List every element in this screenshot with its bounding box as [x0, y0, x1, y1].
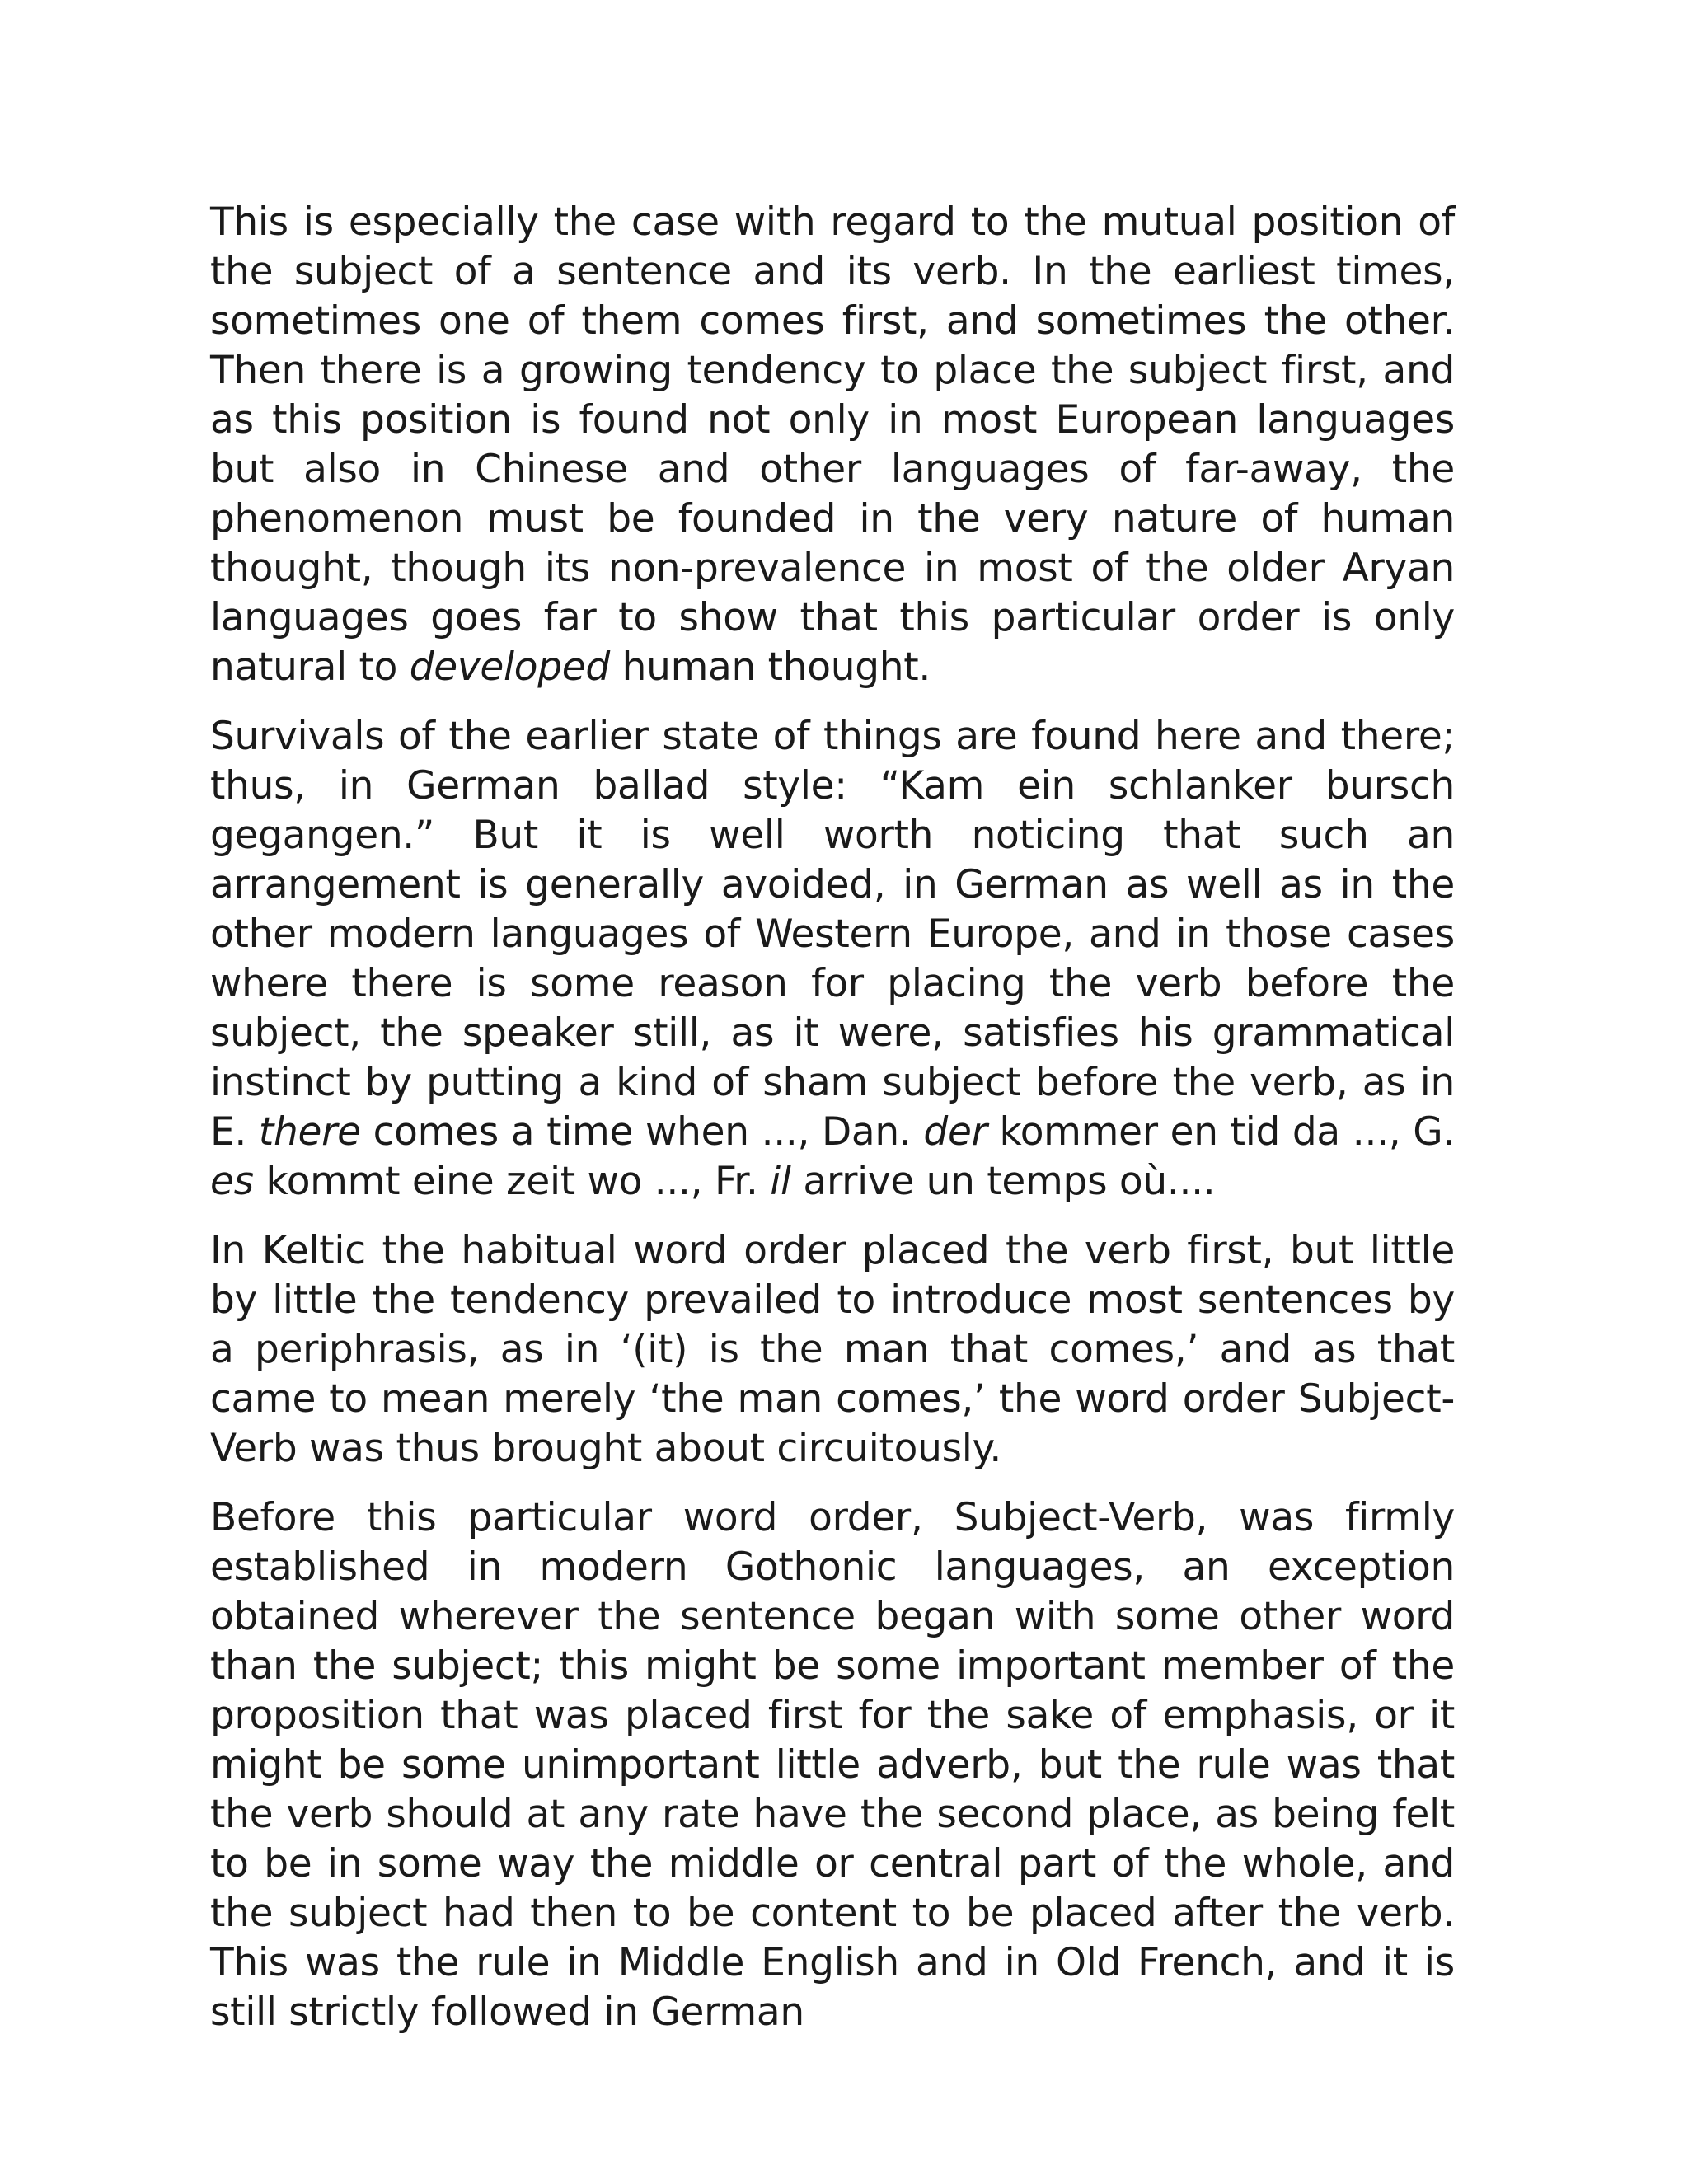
- paragraph-1-emphasis-developed: developed: [409, 644, 610, 690]
- paragraph-2-text: Survivals of the earlier state of things are found here and there; thus, in German ballad style: “Kam ein schlanker bursch gegangen.” But it is well worth noticing that such an arrangement is generally avoided, in German as well as in the other modern languages of Western Europe, and in those cases where there is some reason for placing the verb before the subject, the speaker still, as it were, satisfies his grammatical instinct by putting a kind of sham subject before the verb, as in E.: [210, 714, 1455, 1155]
- paragraph-2-text-end: arrive un temps où....: [790, 1159, 1216, 1204]
- paragraph-2: [210, 712, 1455, 1207]
- paragraph-2-text-4: kommt eine zeit wo ..., Fr.: [253, 1159, 771, 1204]
- document-page: [210, 198, 1455, 2057]
- paragraph-2-emphasis-es: es: [210, 1159, 254, 1204]
- paragraph-2-emphasis-there: there: [258, 1109, 361, 1155]
- paragraph-4-text: Before this particular word order, Subject-Verb, was firmly established in modern Gothonic languages, an exception obtained wherever the sentence began with some other word than the subject; this might be some important member of the proposition that was placed first for the sake of emphasis, or it might be some unimportant little adverb, but the rule was that the verb should at any rate have the second place, as being felt to be in some way the middle or central part of the whole, and the subject had then to be content to be placed after the verb. This was the rule in Middle English and in Old French, and it is still strictly followed in German: [210, 1495, 1455, 2035]
- paragraph-1-text: This is especially the case with regard to the mutual position of the subject of a sentence and its verb. In the earliest times, sometimes one of them comes first, and sometimes the other. Then there is a growing tendency to place the subject first, and as this position is found not only in most European languages but also in Chinese and other languages of far-away, the phenomenon must be founded in the very nature of human thought, though its non-prevalence in most of the older Aryan languages goes far to show that this particular order is only natural to: [210, 199, 1455, 690]
- paragraph-2-text-2: comes a time when ..., Dan.: [360, 1109, 924, 1155]
- paragraph-4: [210, 1493, 1455, 2037]
- paragraph-2-emphasis-il: il: [770, 1159, 791, 1204]
- paragraph-2-text-3: kommer en tid da ..., G.: [987, 1109, 1455, 1155]
- paragraph-1-text-end: human thought.: [609, 644, 931, 690]
- paragraph-3: [210, 1226, 1455, 1474]
- paragraph-2-emphasis-der: der: [923, 1109, 987, 1155]
- paragraph-3-text: In Keltic the habitual word order placed the verb first, but little by little the tendency prevailed to introduce most sentences by a periphrasis, as in ‘(it) is the man that comes,’ and as that came to mean merely ‘the man comes,’ the word order Subject-Verb was thus brought about circuitously.: [210, 1228, 1455, 1471]
- paragraph-1: [210, 198, 1455, 692]
